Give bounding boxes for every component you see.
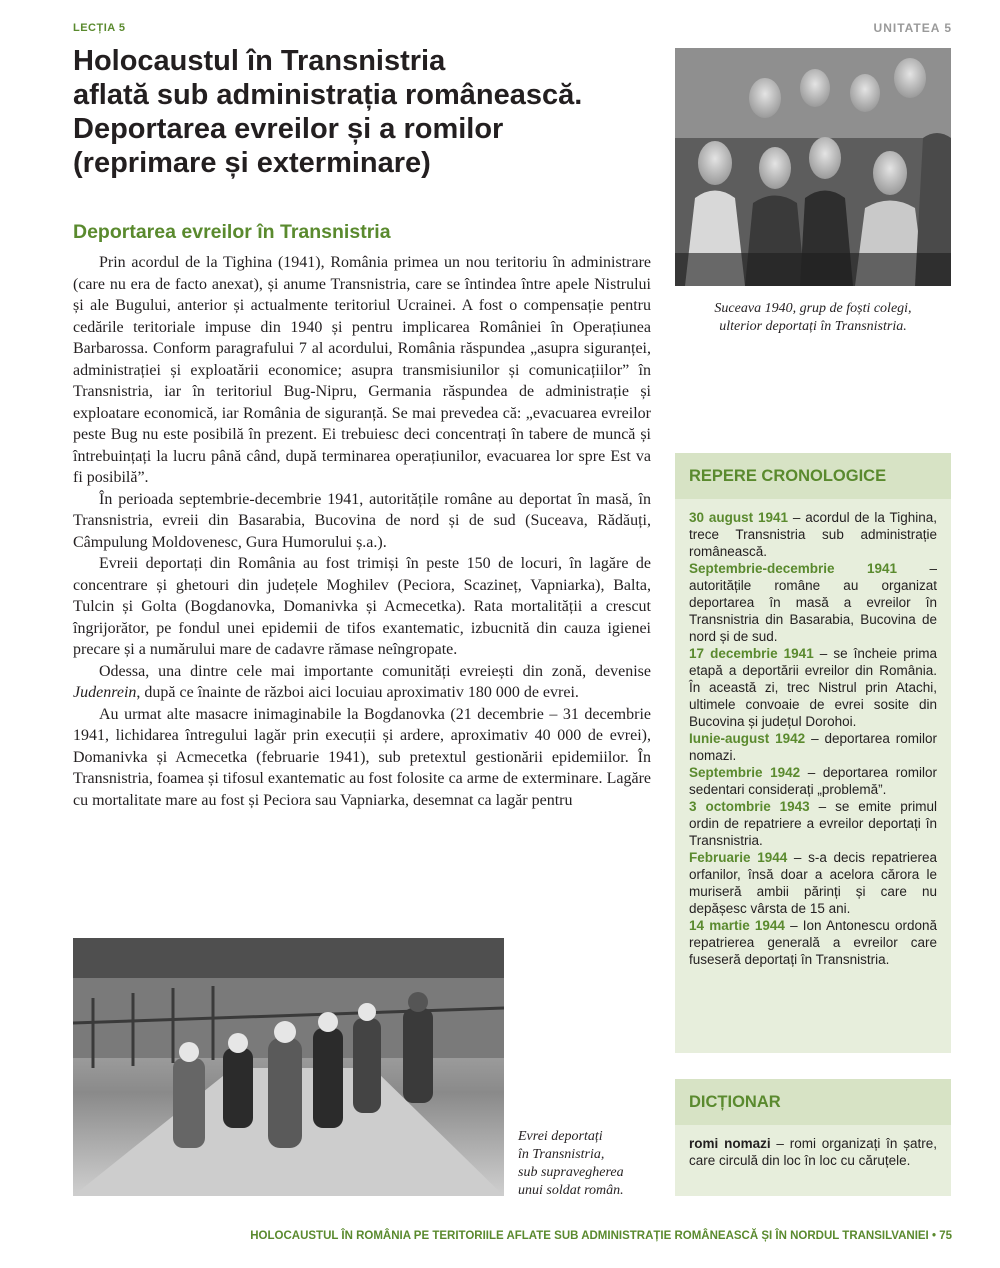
dictionary-term: romi nomazi xyxy=(689,1136,771,1151)
title-line: Deportarea evreilor și a romilor xyxy=(73,113,504,145)
chronology-date: 3 octombrie 1943 xyxy=(689,799,810,814)
chronology-text: – se încheie prima etapă a deportării evreilor din România. În această zi, trec Nistrul prin Atachi, ultimele convoaie de evrei sosite din Bucovina și județul Dorohoi. xyxy=(689,646,937,729)
paragraph-text: Odessa, una dintre cele mai importante comunități evreiești din zonă, devenise xyxy=(99,662,651,680)
paragraph xyxy=(73,661,651,704)
paragraph: Au urmat alte masacre inimaginabile la Bogdanovka (21 decembrie – 31 decembrie 1941, lichidarea întregului lagăr prin execuții și ardere, aproximativ 40 000 de evrei), Domanivka și Acmecetka (februarie 1941), sub pretextul gestionării epidemiilor. În Transnistria, foamea și tifosul exantematic au fost folosite ca arme de exterminare. Lagăre cu mortalitate mare au fost și Peciora sau Vapniarka, desemnat ca lagăr pentru xyxy=(73,705,651,809)
footer-separator: • xyxy=(931,1230,936,1242)
lesson-label: LECȚIA 5 xyxy=(73,22,126,34)
paragraph-italic: Judenrein xyxy=(73,684,137,701)
deportation-photo-caption xyxy=(518,1128,658,1200)
chronology-date: 14 martie 1944 xyxy=(689,918,785,933)
caption-line: în Transnistria, xyxy=(518,1147,605,1162)
chronology-date: 17 decembrie 1941 xyxy=(689,646,814,661)
group-photo-caption xyxy=(675,300,951,336)
chronology-text: – deportarea romilor nomazi. xyxy=(689,731,937,763)
chronology-entry xyxy=(689,764,937,798)
paragraph: Prin acordul de la Tighina (1941), România primea un nou teritoriu în administrare (care nu era de facto anexat), și anume Transnistria, care se întindea între apele Nistrului și ale Bugului, anterior și actualmente teritoriul Ucrainei. A fost o compensație pentru cedările teritoriale impuse din 1940 și pentru implicarea României în Operațiunea Barbarossa. Conform paragrafului 7 al acordului, România răspundea „asupra siguranței, administrației și exploatării economice; asupra transmisiunilor și comunicațiilor” în Transnistria, iar în teritoriul Bug-Nipru, Germania răspundea de administrație și exploatare economică, iar România de siguranță. Se mai prevedea că: „evacuarea evreilor peste Bug nu este posibilă în prezent. Ei trebuiesc deci concentrați în tabere de muncă și întrebuințați la lucru până când, după terminarea operațiunilor, evacuarea lor spre Est va fi posibilă”. xyxy=(73,254,651,486)
footer-title: HOLOCAUSTUL ÎN ROMÂNIA PE TERITORIILE AFLATE SUB ADMINISTRAȚIE ROMÂNEASCĂ ȘI ÎN NORDUL TRANSILVANIEI xyxy=(250,1230,929,1242)
caption-line: Evrei deportați xyxy=(518,1129,603,1144)
dictionary-title: DICȚIONAR xyxy=(689,1093,781,1111)
title-line: Holocaustul în Transnistria xyxy=(73,45,446,77)
paragraph: În perioada septembrie-decembrie 1941, autoritățile române au deportat în masă, în Transnistria, evreii din Basarabia, Bucovina de nord și de sud (Suceava, Rădăuți, Câmpulung Moldovenesc, Gura Humorului ș.a.). xyxy=(73,490,651,551)
chronology-entry xyxy=(689,849,937,917)
page-title xyxy=(73,44,593,180)
caption-line: unui soldat român. xyxy=(518,1183,624,1198)
caption-line: Suceava 1940, grup de foști colegi, xyxy=(714,301,912,316)
chronology-date: Septembrie 1942 xyxy=(689,765,801,780)
chronology-text: – acordul de la Tighina, trece Transnistria sub administrație românească. xyxy=(689,510,937,559)
chronology-list xyxy=(675,499,951,968)
chronology-text: – Ion Antonescu ordonă repatrierea generală a evreilor care fuseseră deportați în Transnistria. xyxy=(689,918,937,967)
caption-line: ulterior deportați în Transnistria. xyxy=(719,319,907,334)
chronology-title: REPERE CRONOLOGICE xyxy=(689,467,887,485)
deportation-photo-illustration xyxy=(73,938,504,1196)
chronology-entry xyxy=(689,509,937,560)
chronology-header xyxy=(675,453,951,499)
unit-label: UNITATEA 5 xyxy=(873,21,952,35)
title-line: aflată sub administrația românească. xyxy=(73,79,583,111)
dictionary-entry xyxy=(675,1125,951,1169)
chronology-date: 30 august 1941 xyxy=(689,510,789,525)
chronology-date: Iunie-august 1942 xyxy=(689,731,806,746)
group-photo xyxy=(675,48,951,286)
paragraph: Evreii deportați din România au fost trimiși în peste 150 de locuri, în lagăre de concentrare și ghetouri din județele Moghilev (Peciora, Scazineț, Vapniarka), Balta, Tulcin și Golta (Bogdanovka, Domanivka și Acmecetka). Rata mortalității a crescut îngrijorător, pe fondul unei epidemii de tifos exantematic, izbucnită din cauza igienei precare și a numărului mare de cadavre rămase neîngropate. xyxy=(73,555,651,658)
title-line: (reprimare și exterminare) xyxy=(73,147,431,179)
section-heading: Deportarea evreilor în Transnistria xyxy=(73,221,391,243)
chronology-box xyxy=(675,453,951,1053)
chronology-date: Februarie 1944 xyxy=(689,850,788,865)
page-number: 75 xyxy=(939,1230,952,1242)
chronology-entry xyxy=(689,798,937,849)
paragraph-text: , după ce înainte de război aici locuiau aproximativ 180 000 de evrei. xyxy=(136,684,579,701)
caption-line: sub supravegherea xyxy=(518,1165,624,1180)
chronology-text: – se emite primul ordin de repatriere a evreilor deportați în Transnistria. xyxy=(689,799,937,848)
dictionary-box xyxy=(675,1079,951,1196)
chronology-date: Septembrie-decembrie 1941 xyxy=(689,561,898,576)
page-footer xyxy=(250,1230,952,1242)
chronology-entry xyxy=(689,560,937,645)
deportation-photo xyxy=(73,938,504,1196)
chronology-entry xyxy=(689,730,937,764)
dictionary-header xyxy=(675,1079,951,1125)
body-text xyxy=(73,252,651,811)
chronology-text: – s-a decis repatrierea orfanilor, însă doar a acelora cărora le muriseră ambii părinți și care nu depășesc vârsta de 15 ani. xyxy=(689,850,937,916)
dictionary-definition xyxy=(689,1135,937,1169)
chronology-text: – deportarea romilor sedentari considerați „problemă”. xyxy=(689,765,937,797)
chronology-entry xyxy=(689,645,937,730)
group-photo-illustration xyxy=(675,48,951,286)
dictionary-text: – romi organizați în șatre, care circulă din loc în loc cu căruțele. xyxy=(689,1136,937,1168)
chronology-text: – autoritățile române au organizat deportarea în masă a evreilor în Transnistria din Basarabia, Bucovina de nord și de sud. xyxy=(689,561,938,644)
chronology-entry xyxy=(689,917,937,968)
